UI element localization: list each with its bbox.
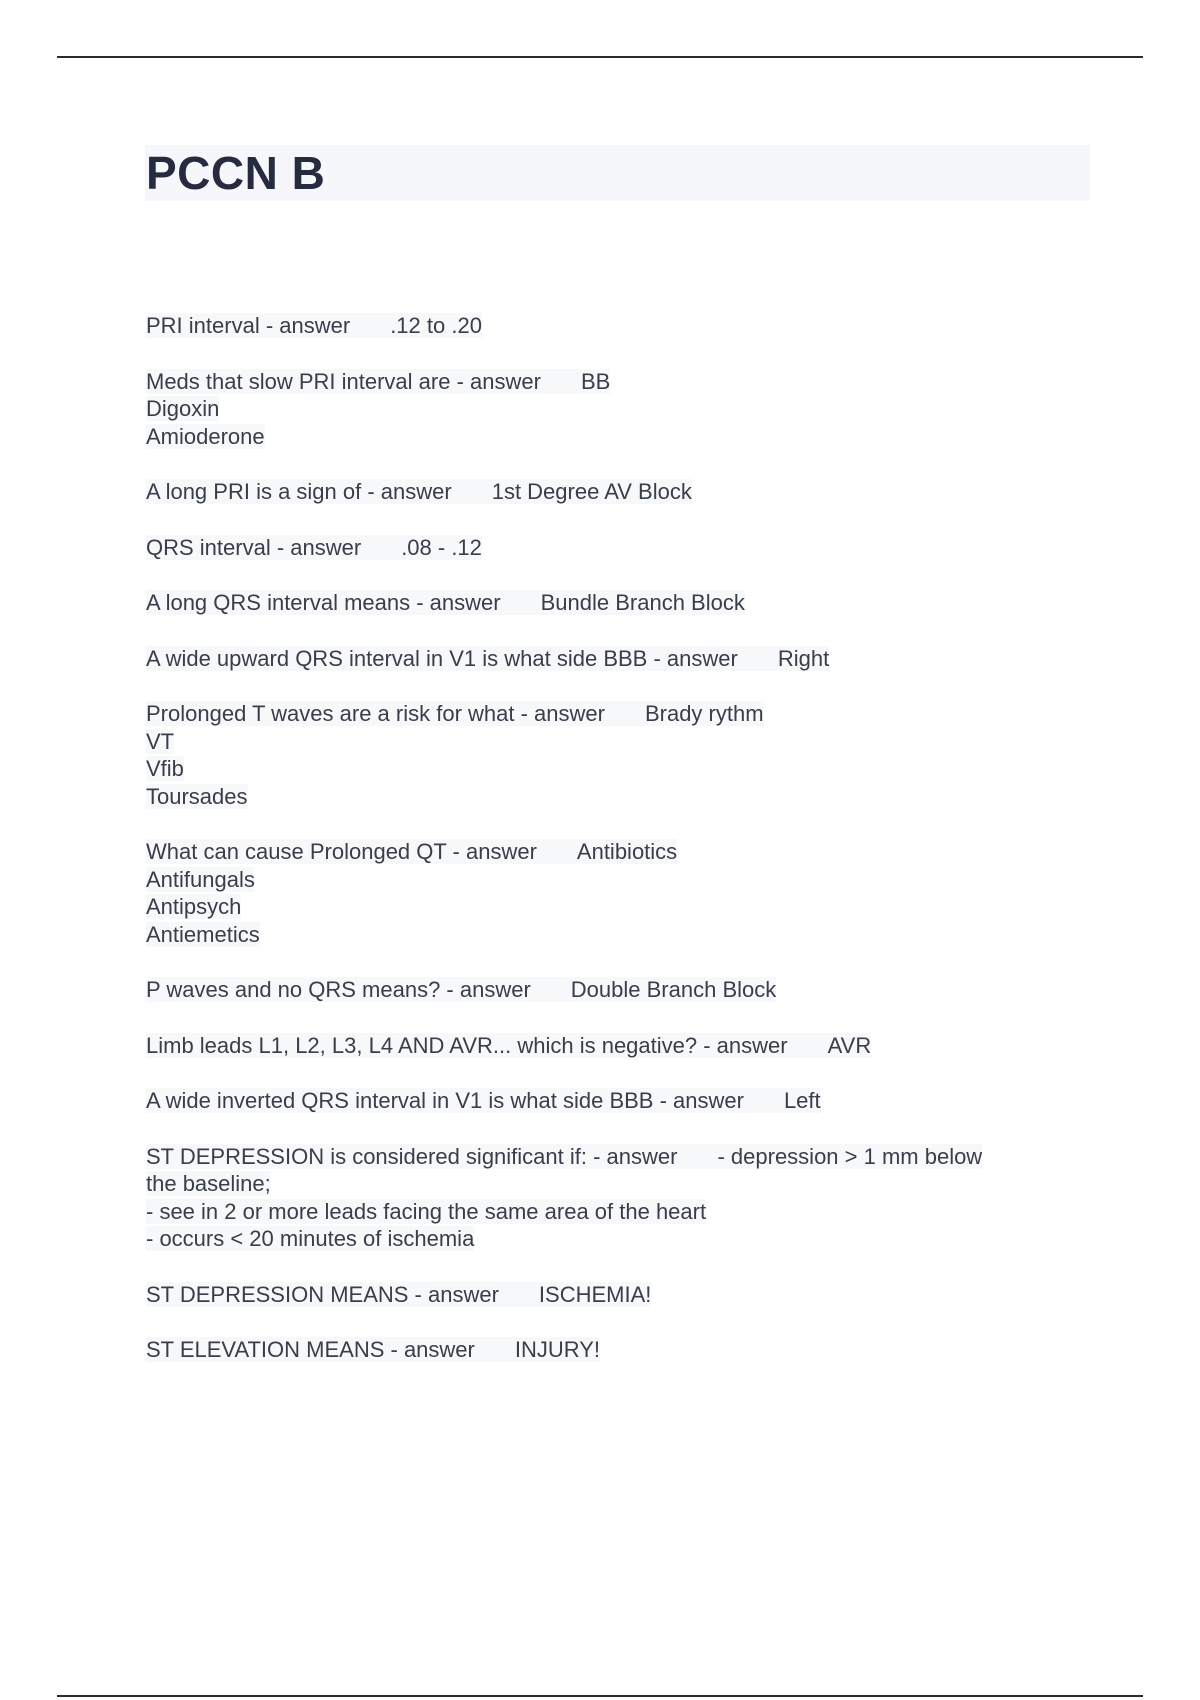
question-text: A wide upward QRS interval in V1 is what side BBB - answer xyxy=(146,645,738,671)
qa-line-highlight xyxy=(146,1337,600,1362)
qa-first-line xyxy=(146,1143,1106,1171)
question-text: ST DEPRESSION MEANS - answer xyxy=(146,1281,499,1307)
qa-item xyxy=(146,700,1106,810)
answer-text: Brady rythm xyxy=(644,701,764,726)
answer-continuation-text: - occurs < 20 minutes of ischemia xyxy=(146,1226,475,1251)
qa-first-line xyxy=(146,368,1106,396)
qa-line-highlight xyxy=(146,369,610,394)
answer-text: - depression > 1 mm below xyxy=(717,1143,983,1169)
qa-line-highlight xyxy=(146,590,745,615)
question-text: PRI interval - answer xyxy=(146,313,351,338)
qa-first-line xyxy=(146,312,1106,340)
qa-item xyxy=(146,312,1106,340)
answer-continuation-text: Amioderone xyxy=(146,423,265,449)
answer-text: AVR xyxy=(827,1032,872,1058)
qa-first-line xyxy=(146,534,1106,562)
qa-first-line xyxy=(146,1336,1106,1364)
question-text: ST DEPRESSION is considered significant if: - answer xyxy=(146,1143,678,1169)
qa-item xyxy=(146,368,1106,451)
bottom-rule xyxy=(57,1695,1143,1697)
question-text: Meds that slow PRI interval are - answer xyxy=(146,368,541,394)
qa-item xyxy=(146,1032,1106,1060)
answer-continuation-text: Antifungals xyxy=(146,866,255,892)
qa-item xyxy=(146,478,1106,506)
answer-continuation-line xyxy=(146,755,1106,783)
qa-first-line xyxy=(146,589,1106,617)
answer-continuation-line xyxy=(146,783,1106,811)
question-text: What can cause Prolonged QT - answer xyxy=(146,839,537,864)
qa-first-line xyxy=(146,645,1106,673)
answer-text: ISCHEMIA! xyxy=(538,1281,652,1307)
answer-continuation-text: Toursades xyxy=(146,783,248,809)
question-text: Prolonged T waves are a risk for what - answer xyxy=(146,701,605,726)
answer-text: 1st Degree AV Block xyxy=(491,479,692,504)
answer-continuation-line xyxy=(146,1170,1106,1198)
answer-continuation-line xyxy=(146,866,1106,894)
qa-line-highlight xyxy=(146,1282,651,1307)
top-rule xyxy=(57,56,1143,58)
qa-first-line xyxy=(146,838,1106,866)
question-text: A wide inverted QRS interval in V1 is what side BBB - answer xyxy=(146,1088,744,1113)
answer-continuation-line xyxy=(146,1225,1106,1253)
qa-line-highlight xyxy=(146,1144,982,1169)
answer-continuation-text: Antipsych xyxy=(146,894,242,919)
answer-text: INJURY! xyxy=(514,1337,601,1362)
answer-text: .08 - .12 xyxy=(401,534,482,560)
answer-continuation-line xyxy=(146,395,1106,423)
answer-continuation-text: VT xyxy=(146,728,175,754)
qa-first-line xyxy=(146,976,1106,1004)
document-title: PCCN B xyxy=(146,147,326,199)
question-text: QRS interval - answer xyxy=(146,534,362,560)
answer-text: Right xyxy=(777,645,830,671)
qa-first-line xyxy=(146,1281,1106,1309)
qa-line-highlight xyxy=(146,839,677,864)
answer-text: Double Branch Block xyxy=(570,977,777,1002)
qa-item xyxy=(146,645,1106,673)
answer-continuation-text: Antiemetics xyxy=(146,921,260,947)
question-text: ST ELEVATION MEANS - answer xyxy=(146,1337,475,1362)
qa-line-highlight xyxy=(146,1033,871,1058)
qa-first-line xyxy=(146,1087,1106,1115)
qa-line-highlight xyxy=(146,701,764,726)
qa-item xyxy=(146,838,1106,948)
qa-item xyxy=(146,589,1106,617)
qa-line-highlight xyxy=(146,646,829,671)
answer-continuation-text: the baseline; xyxy=(146,1171,271,1196)
qa-item xyxy=(146,1143,1106,1253)
question-text: A long QRS interval means - answer xyxy=(146,590,501,615)
question-text: A long PRI is a sign of - answer xyxy=(146,479,452,504)
answer-continuation-line xyxy=(146,893,1106,921)
qa-item xyxy=(146,534,1106,562)
qa-first-line xyxy=(146,478,1106,506)
qa-item xyxy=(146,976,1106,1004)
qa-first-line xyxy=(146,1032,1106,1060)
answer-text: BB xyxy=(580,368,611,394)
answer-continuation-text: Vfib xyxy=(146,756,184,781)
answer-text: .12 to .20 xyxy=(390,313,482,338)
qa-item xyxy=(146,1336,1106,1364)
question-text: P waves and no QRS means? - answer xyxy=(146,977,531,1002)
qa-line-highlight xyxy=(146,977,776,1002)
qa-line-highlight xyxy=(146,535,482,560)
answer-text: Antibiotics xyxy=(576,839,678,864)
question-text: Limb leads L1, L2, L3, L4 AND AVR... which is negative? - answer xyxy=(146,1032,788,1058)
answer-continuation-line xyxy=(146,921,1106,949)
answer-text: Left xyxy=(783,1088,821,1113)
answer-continuation-text: Digoxin xyxy=(146,396,220,421)
answer-continuation-line xyxy=(146,423,1106,451)
answer-continuation-text: - see in 2 or more leads facing the same area of the heart xyxy=(146,1198,707,1224)
qa-line-highlight xyxy=(146,1088,821,1113)
answer-continuation-line xyxy=(146,728,1106,756)
qa-first-line xyxy=(146,700,1106,728)
qa-item xyxy=(146,1281,1106,1309)
answer-text: Bundle Branch Block xyxy=(540,590,745,615)
answer-continuation-line xyxy=(146,1198,1106,1226)
qa-item xyxy=(146,1087,1106,1115)
qa-line-highlight xyxy=(146,479,692,504)
qa-line-highlight xyxy=(146,313,482,338)
qa-list xyxy=(146,312,1106,1392)
